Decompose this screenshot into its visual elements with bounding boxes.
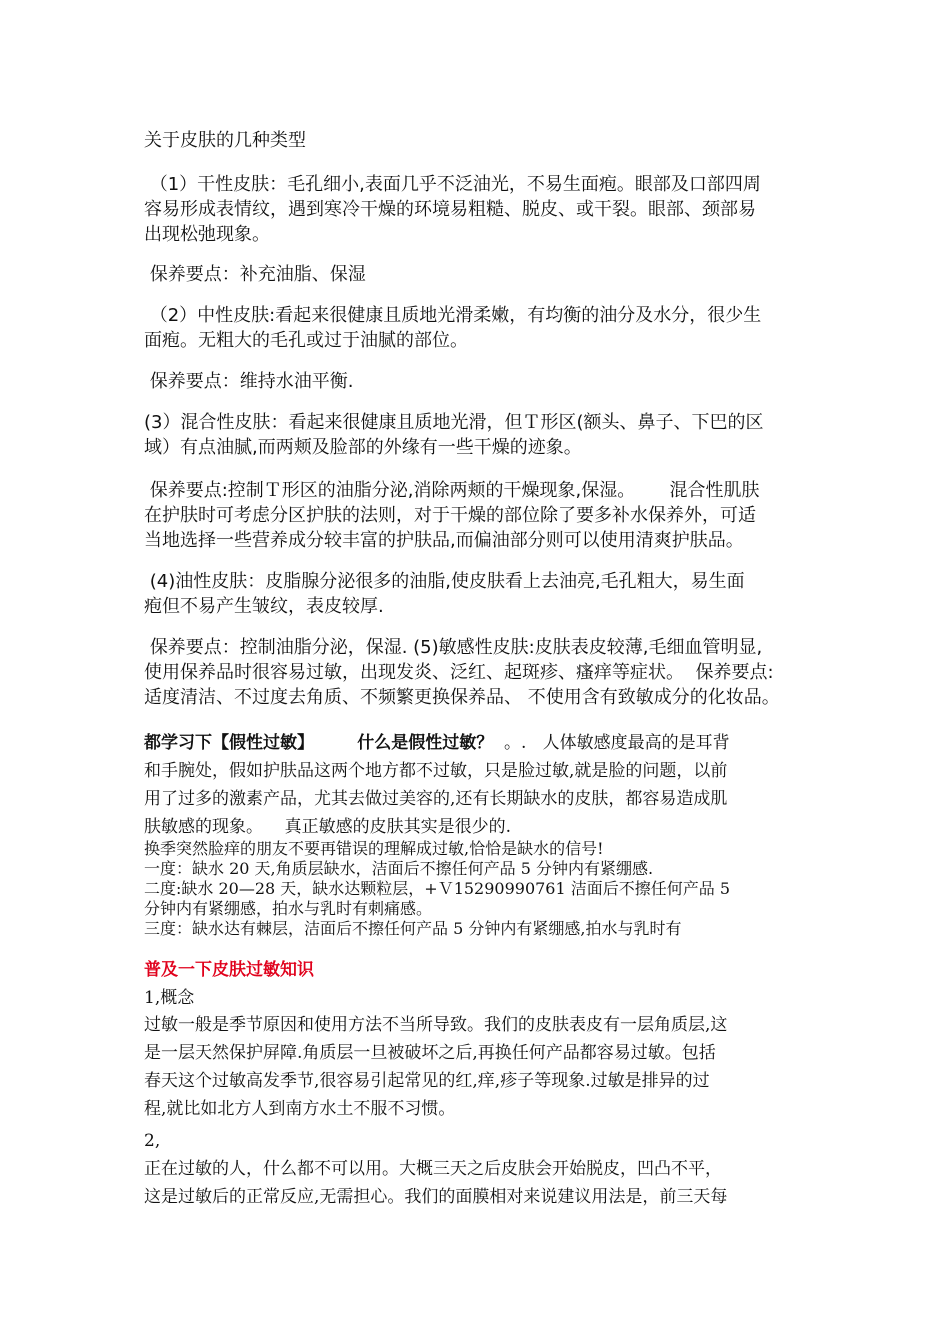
paragraph-line: 使用保养品时很容易过敏，出现发炎、泛红、起斑疹、瘙痒等症状。 保养要点: bbox=[144, 662, 774, 683]
paragraph-line: 分钟内有紧绷感，拍水与乳时有刺痛感。 bbox=[144, 899, 433, 918]
item-1-label: 1,概念 bbox=[144, 988, 195, 1008]
paragraph-line: 面疱。无粗大的毛孔或过于油腻的部位。 bbox=[144, 330, 468, 351]
neutral-skin-care-tip: 保养要点：维持水油平衡. bbox=[144, 371, 354, 392]
paragraph-line: 域）有点油腻,而两颊及脸部的外缘有一些干燥的迹象。 bbox=[144, 437, 582, 458]
paragraph-line: 换季突然脸痒的朋友不要再错误的理解成过敏,恰恰是缺水的信号! bbox=[144, 839, 604, 858]
paragraph-line: （1）干性皮肤：毛孔细小,表面几乎不泛油光，不易生面疱。眼部及口部四周 bbox=[144, 174, 761, 195]
paragraph-line: 保养要点：控制油脂分泌，保湿. (5)敏感性皮肤:皮肤表皮较薄,毛细血管明显, bbox=[144, 637, 763, 658]
paragraph-line: 肤敏感的现象。 真正敏感的皮肤其实是很少的. bbox=[144, 817, 512, 837]
paragraph-line: (4)油性皮肤：皮脂腺分泌很多的油脂,使皮肤看上去油亮,毛孔粗大，易生面 bbox=[144, 571, 745, 592]
paragraph-line: 这是过敏后的正常反应,无需担心。我们的面膜相对来说建议用法是，前三天每 bbox=[144, 1187, 728, 1207]
paragraph-text: 。. 人体敏感度最高的是耳背 bbox=[493, 733, 730, 753]
paragraph-line: 一度：缺水 20 天,角质层缺水，洁面后不擦任何产品 5 分钟内有紧绷感. bbox=[144, 859, 654, 878]
paragraph-line: 容易形成表情纹，遇到寒冷干燥的环境易粗糙、脱皮、或干裂。眼部、颈部易 bbox=[144, 199, 756, 220]
paragraph-line: 出现松弛现象。 bbox=[144, 224, 270, 245]
paragraph-line: 二度:缺水 20—28 天，缺水达颗粒层，+Ｖ15290990761 洁面后不擦任何产品 5 bbox=[144, 879, 731, 898]
paragraph-line: 和手腕处，假如护肤品这两个地方都不过敏，只是脸过敏,就是脸的问题，以前 bbox=[144, 761, 728, 781]
paragraph-line: 保养要点:控制Ｔ形区的油脂分泌,消除两颊的干燥现象,保湿。 混合性肌肤 bbox=[144, 480, 760, 501]
paragraph-line: 程,就比如北方人到南方水土不服不习惯。 bbox=[144, 1099, 456, 1119]
pseudo-allergy-heading: 都学习下【假性过敏】 bbox=[144, 733, 314, 753]
paragraph-line: 用了过多的激素产品，尤其去做过美容的,还有长期缺水的皮肤，都容易造成肌 bbox=[144, 789, 728, 809]
item-2-label: 2, bbox=[144, 1131, 161, 1151]
pseudo-allergy-question: 什么是假性过敏？ bbox=[357, 733, 494, 753]
paragraph-line: 疱但不易产生皱纹，表皮较厚. bbox=[144, 596, 384, 617]
paragraph-line: 适度清洁、不过度去角质、不频繁更换保养品、 不使用含有致敏成分的化妆品。 bbox=[144, 687, 780, 708]
paragraph-line: 过敏一般是季节原因和使用方法不当所导致。我们的皮肤表皮有一层角质层,这 bbox=[144, 1015, 728, 1035]
paragraph-line: 春天这个过敏高发季节,很容易引起常见的红,痒,疹子等现象.过敏是排异的过 bbox=[144, 1071, 710, 1091]
paragraph-line: （2）中性皮肤:看起来很健康且质地光滑柔嫩，有均衡的油分及水分，很少生 bbox=[144, 305, 762, 326]
doc-title: 关于皮肤的几种类型 bbox=[144, 130, 306, 151]
pseudo-allergy-first-line bbox=[144, 729, 812, 757]
paragraph-line: 是一层天然保护屏障.角质层一旦被破坏之后,再换任何产品都容易过敏。包括 bbox=[144, 1043, 716, 1063]
dry-skin-care-tip: 保养要点：补充油脂、保湿 bbox=[144, 264, 366, 285]
allergy-knowledge-heading: 普及一下皮肤过敏知识 bbox=[144, 960, 314, 980]
paragraph-line: 当地选择一些营养成分较丰富的护肤品,而偏油部分则可以使用清爽护肤品。 bbox=[144, 530, 744, 551]
paragraph-line: 三度：缺水达有棘层，洁面后不擦任何产品 5 分钟内有紧绷感,拍水与乳时有 bbox=[144, 919, 682, 938]
paragraph-line: 在护肤时可考虑分区护肤的法则，对于干燥的部位除了要多补水保养外，可适 bbox=[144, 505, 756, 526]
paragraph-line: 正在过敏的人，什么都不可以用。大概三天之后皮肤会开始脱皮，凹凸不平， bbox=[144, 1159, 722, 1179]
paragraph-line: (3）混合性皮肤：看起来很健康且质地光滑，但Ｔ形区(额头、鼻子、下巴的区 bbox=[144, 412, 764, 433]
